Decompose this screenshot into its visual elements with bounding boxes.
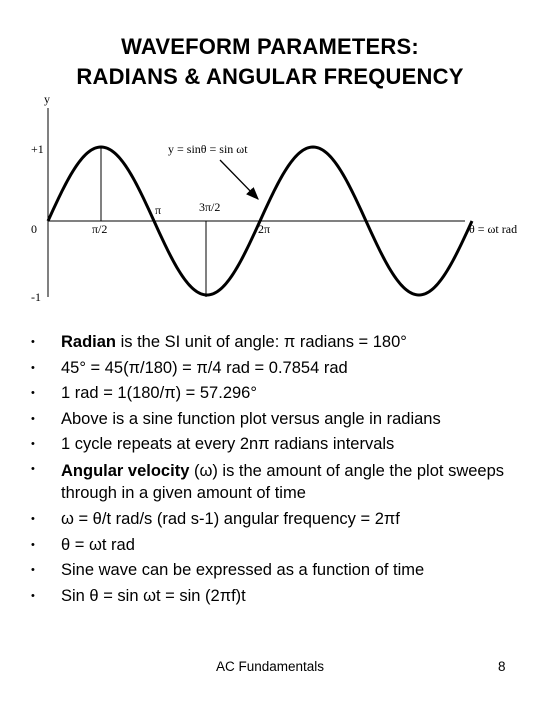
y-axis-label: y: [44, 92, 50, 106]
bullet-item: [30, 458, 530, 507]
bullet-dot: •: [31, 589, 35, 602]
bullet-text: is the SI unit of angle: π radians = 180°: [116, 333, 407, 351]
bullet-item: [30, 507, 530, 533]
bullet-dot: •: [31, 538, 35, 551]
bullet-text: Sine wave can be expressed as a function of time: [61, 561, 425, 580]
bullet-dot: •: [31, 412, 35, 425]
x-tick-two-pi: 2π: [258, 222, 271, 236]
bullet-item: [30, 533, 530, 559]
bullet-list: [30, 330, 530, 609]
bullet-bold: Angular velocity: [61, 461, 190, 480]
bullet-item: [30, 356, 530, 382]
curve-label: y = sinθ = sin ωt: [168, 142, 248, 156]
bullet-item: [30, 432, 530, 458]
curve-annotation-arrow: [220, 160, 258, 199]
footer-course: AC Fundamentals: [215, 659, 325, 674]
bullet-text: 1 cycle repeats at every 2nπ radians intervals: [61, 435, 395, 454]
x-tick-pi-half: π/2: [92, 222, 108, 236]
y-min-label: -1: [31, 290, 41, 304]
bullet-bold: Radian: [61, 333, 117, 351]
bullet-text: (ω) is the amount of angle the plot sweeps through in a given amount of time: [61, 461, 505, 502]
bullet-text: Sin θ = sin ωt = sin (2πf)t: [61, 586, 246, 605]
bullet-dot: •: [31, 336, 35, 348]
origin-label: 0: [31, 222, 37, 236]
title-line-2: RADIANS & ANGULAR FREQUENCY: [76, 64, 464, 89]
bullet-text: ω = θ/t rad/s (rad s-1) angular frequency = 2πf: [61, 509, 400, 528]
title-line-1: WAVEFORM PARAMETERS:: [121, 34, 419, 59]
bullet-text: 1 rad = 1(180/π) = 57.296°: [61, 384, 257, 403]
bullet-item: [30, 407, 530, 433]
bullet-text: Above is a sine function plot versus angle in radians: [61, 409, 441, 428]
bullet-dot: •: [31, 512, 35, 525]
bullet-item: [30, 558, 530, 584]
bullet-text: 45° = 45(π/180) = π/4 rad = 0.7854 rad: [61, 358, 348, 377]
x-axis-label: θ = ωt rad: [469, 222, 518, 236]
bullet-dot: •: [31, 438, 35, 451]
bullet-dot: •: [31, 462, 35, 475]
sine-wave-plot: [0, 88, 540, 313]
slide-title: [0, 32, 540, 92]
y-max-label: +1: [31, 142, 44, 156]
bullet-item: [30, 584, 530, 610]
x-tick-three-pi-half: 3π/2: [199, 200, 221, 214]
bullet-item: [30, 381, 530, 407]
x-tick-pi: π: [155, 203, 162, 217]
bullet-text: θ = ωt rad: [61, 535, 135, 554]
page-number: 8: [498, 659, 506, 674]
bullet-item: [30, 330, 530, 356]
bullet-dot: •: [31, 361, 35, 374]
bullet-dot: •: [31, 387, 35, 400]
bullet-dot: •: [31, 564, 35, 577]
